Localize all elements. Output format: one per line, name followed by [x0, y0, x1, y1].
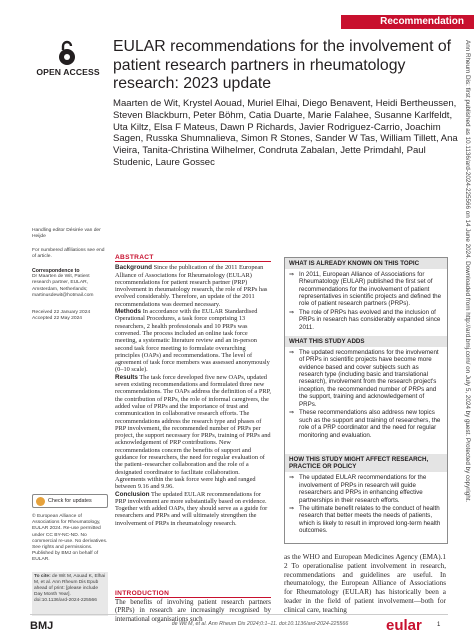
- section-label: Recommendation: [380, 16, 464, 27]
- list-item: ⇒ These recommendations also address new topics such as the support and training of researchers, the role of a PRP coordinator and the need for regular monitoring and evaluation.: [289, 409, 443, 439]
- adds-heading: WHAT THIS STUDY ADDS: [285, 336, 447, 347]
- abstract-results: Results The task force developed five new OAPs, updated seven existing recommendations and formulated three new recommendations. The OAPs address the definition of a PRP, the contribution of PRPs, the role of informal caregivers, the added value of PRPs and the importance of trust and communication in collaborative research efforts. The recommendations address the research type and phases of PRP involvement, the recommended number of PRPs per project, the support necessary for PRPs, training of PRPs and acknowledgement of PRP contributions. New recommendations concern the benefits of support and guidance for researchers, the need for regular evaluation of the patient–researcher collaboration and the role of a designated coordinator to facilitate collaboration. Agreements within the task force were high and ranged between 9.16 and 9.96.: [115, 373, 271, 491]
- bmj-logo: BMJ: [30, 620, 54, 631]
- received-date: Received 22 January 2024: [32, 310, 91, 315]
- open-access-label: OPEN ACCESS: [36, 67, 100, 77]
- introduction-heading: INTRODUCTION: [115, 590, 170, 597]
- list-item: ⇒ The updated recommendations for the involvement of PRPs in scientific projects have become more evidence based and cover subjects such as research type (including basic and translational research), involvement from the research project's inception, the recommended number of PRPs and the support, training and acknowledgement of PRPs.: [289, 349, 443, 409]
- abstract-heading: ABSTRACT: [115, 254, 154, 261]
- check-updates-icon: [36, 497, 45, 506]
- known-heading: WHAT IS ALREADY KNOWN ON THIS TOPIC: [285, 258, 447, 269]
- open-access-badge: [28, 40, 108, 90]
- introduction-rule: [115, 597, 271, 598]
- key-messages-box: [284, 257, 448, 544]
- handling-editor: Handling editor Désirée van der Heijde: [32, 228, 101, 240]
- correspondence: [32, 268, 108, 299]
- page-number: 1: [437, 622, 441, 628]
- eular-logo: eular: [386, 617, 422, 631]
- dates: [32, 310, 108, 322]
- known-list: [285, 269, 447, 335]
- footer-rule: [30, 614, 448, 615]
- affiliations-note: For numbered affiliations see end of article.: [32, 248, 105, 260]
- list-item: ⇒ In 2011, European Alliance of Associations for Rheumatology (EULAR) published the first set of recommendations for the involvement of patient representatives in scientific projects and defined the role of patient research partners (PRPs).: [289, 271, 443, 308]
- known-section: [285, 258, 447, 334]
- license-text: © European Alliance of Associations for Rheumatology, EULAR 2024. Re-use permitted under CC BY-NC-ND. No commercial re-use. No derivatives. See rights and permissions. Published by BMJ on behalf of EULAR.: [32, 514, 108, 563]
- correspondence-body: Dr Maarten de Wit, Patient research partner, EULAR, Amsterdam, Netherlands; martinusdewit@hotmail.com: [32, 274, 94, 298]
- footer-citation: de Wit M, et al. Ann Rheum Dis 2024;0:1–11. doi:10.1136/ard-2024-225566: [171, 621, 349, 627]
- introduction-text: The benefits of involving patient research partners (PRPs) in research are increasingly recognised by international organisations such: [115, 599, 271, 623]
- abstract-methods: Methods In accordance with the EULAR Standardised Operational Procedures, a task force comprising 13 researchers, 2 health professionals and 10 PRPs was convened. The process included an online task force meeting, a systematic literature review and an in-person second task force meeting to formulate overarching principles (OAPs) and recommendations. The level of agreement of task force members was assessed anonymously (0–10 scale).: [115, 308, 270, 374]
- introduction-continued: as the WHO and European Medicines Agency (EMA).1 2 To operationalise patient involvement in research, recommendations and guidelines are useful. In rheumatology, the European Alliance of Associations for Rheumatology (EULAR) has historically been a leader in the field of patient involvement—both for clinical care, teaching: [284, 553, 446, 614]
- adds-list: [285, 347, 447, 442]
- impact-heading: HOW THIS STUDY MIGHT AFFECT RESEARCH, PRACTICE OR POLICY: [285, 454, 447, 472]
- author-list: [113, 98, 458, 169]
- vertical-notice: Ann Rheum Dis: first published as 10.1136/ard-2024-225566 on 14 June 2024. Downloaded from http://ard.bmj.com/ on July 5, 2024 by guest. Protected by copyright.: [464, 40, 471, 503]
- list-item: ⇒ The updated EULAR recommendations for the involvement of PRPs in research will guide researchers and PRPs in enhancing effective partnerships in their research efforts.: [289, 474, 443, 504]
- check-for-updates-button[interactable]: Check for updates: [32, 494, 108, 508]
- top-bar: [0, 0, 474, 36]
- adds-section: [285, 336, 447, 442]
- accepted-date: Accepted 22 May 2024: [32, 316, 83, 322]
- abstract-conclusion: Conclusion The updated EULAR recommendations for PRP involvement are more substantially based on evidence. Together with added OAPs, they should serve as a guide for researchers and PRPs and will ultimately strengthen the involvement of PRPs in rheumatology research.: [115, 490, 268, 527]
- article-title: EULAR recommendations for the involvement of patient research partners in rheumatology research: 2023 update: [113, 38, 452, 92]
- abstract: [115, 254, 271, 527]
- impact-section: [285, 454, 447, 538]
- abstract-background: Background Since the publication of the 2011 European Alliance of Associations for Rheumatology (EULAR) recommendations for patient research partner (PRP) involvement in rheumatology research, the role of PRPs has evolved considerably. Therefore, an update of the 2011 recommendations was deemed necessary.: [115, 264, 268, 308]
- correspondence-heading: Correspondence to: [32, 268, 80, 274]
- open-access-lock-icon: [58, 40, 76, 66]
- cite-body: de Wit M, Aouad K, Elhai M, et al. Ann Rheum Dis Epub ahead of print: [please include Day Month Year]. doi:10.1136/ard-2024-225566: [34, 574, 106, 603]
- cite-box: [32, 572, 108, 616]
- impact-list: [285, 472, 447, 538]
- cite-heading: To cite:: [34, 574, 51, 579]
- vertical-notice-strip: [456, 40, 474, 631]
- list-item: ⇒ The ultimate benefit relates to the conduct of health research that better meets the needs of patients, which is likely to result in improved long-term health outcomes.: [289, 505, 443, 535]
- authors-text: Maarten de Wit, Krystel Aouad, Muriel Elhai, Diego Benavent, Heidi Bertheussen, Steven Blackburn, Peter Böhm, Catia Duarte, Marie Falahee, Susanne Karlfeldt, Uta Kiltz, Elsa F Mateus, Dawn P Richards, Javier Rodriguez-Carrio, Joachim Sagen, Russka Shumnalieva, Simon R Stones, Sander W Tas, William Tillett, Ana Vieira, Tanita-Christina Wilhelmer, Condruta Zabalan, Jette Primdahl, Paul Studenic, Laure Gossec: [113, 98, 458, 168]
- list-item: ⇒ The role of PRPs has evolved and the inclusion of PRPs in research has considerably expanded since 2011.: [289, 309, 443, 331]
